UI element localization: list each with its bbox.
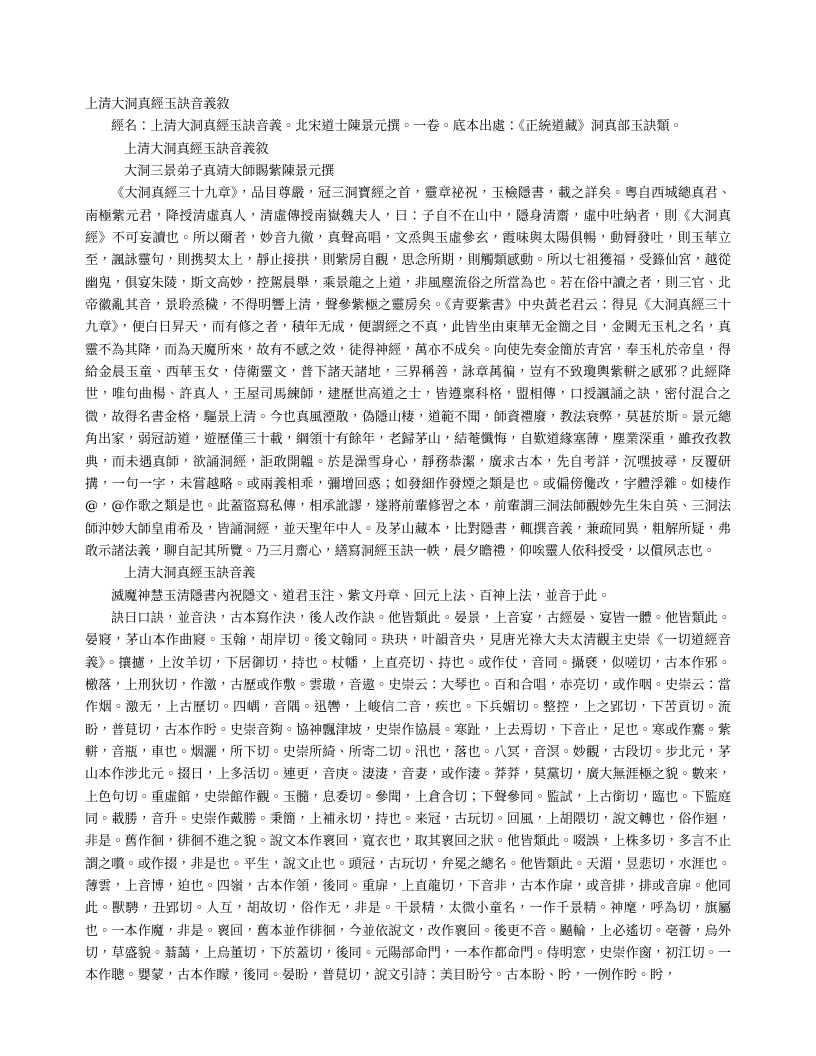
bibliographic-note: 經名：上清大洞真經玉訣音義。北宋道士陳景元撰。一卷。底本出處：《正統道藏》洞真部玉訣類。 xyxy=(111,119,683,135)
glossary-body: 訣曰口訣，並音決，古本寫作決，後人改作訣。他皆類此。晏景，上音宴，古經晏、宴皆一體。他皆類此。晏寢，茅山本作曲寢。玉翰，胡岸切。後文翰同。玦玦，叶韻音央，見唐光祿大夫太清觀主史崇《一切道經音義》。攘攄，上汝羊切，下居御切，持也。杖幡，上直亮切、持也。或作仗，音同。攝褎，似嗟切，古本作邪。檄落，上刑狄切，作激，古歷或作敷。雲璈，音遨。史崇云：大琴也。百和合唱，赤亮切，或作咽。史崇云：當作烟。激无，上古歷切。四嵎，音隅。迅轡，上峻信二音，疾也。下兵媚切。整控，上之郢切，下苦貢切。流盼，普莧切，古本作盻。史崇音夠。協神飄津坡，史崇作協晨。寒趾，上去焉切，下音止，足也。寒或作騫。紫軿，音瓶，車也。烟灑，所下切。史崇所綺、所寄二切。汛也，落也。八冥，音溟。妙觀，古段切。步北元，茅山本作涉北元。掇日，上多活切。連更，音庚。淒淒，音妻，或作淒。莽莽，莫黨切，廣大無涯極之貌。數来，上色句切。重虛館，史崇館作觀。玉髓，息委切。參聞，上倉含切；下聲參同。監試，上古銜切，臨也。下監庭同。載勝，音升。史崇作戴勝。秉簡，上補永切，持也。来冠，古玩切。回風，上胡隈切，說文轉也，俗作迴，非是。舊作徊，徘徊不進之貌。說文本作褱回，寬衣也，取其褱回之狀。他皆類此。啜誤，上株多切，多言不止謂之嚽。或作掇，非是也。平生，說文止也。頭冠，古玩切，弁冕之總名。他皆類此。天湄，昱悲切，水涯也。薄雲，上音博，迫也。四嶺，古本作領，後同。重扉，上直龍切，下音非，古本作扉，或音排，排或音扉。他同此。獸騁，丑郢切。人互，胡故切，俗作无，非是。干景精，太微小童名，一作千景精。神麾，呼為切，旗屬也。一本作魔，非是。褱回，舊本並作徘徊，今並依說文，改作褱回。後更不音。飇輪，上必遙切。亳薈，烏外切，草盛貌。蓊藹，上烏董切，下於蓋切，後同。元陽部命門，一本作都命門。侍明窓，史崇作窗，初江切。一本作聰。嬰蒙，古本作矇，後同。晏盼，普莧切，說文引詩：美目盼兮。古本盼、盻，一例作盻。盻， xyxy=(85,610,731,984)
document-text-column xyxy=(85,94,731,988)
section-heading: 上清大洞真經玉訣音義 xyxy=(124,566,256,582)
preface-body: 《大洞真經三十九章》，品目尊嚴，冠三洞寶經之首，靈章祕祝，玉檢隱書，載之詳矣。粵自西城總真君、南極紫元君，降授清虛真人，清虛傳授南嶽魏夫人，曰：子自不在山中，隱身清齋，虛中吐納者，則《大洞真經》不可妄讀也。所以爾者，妙音九徹，真聲高唱，文烝與玉虛參玄，霞味與太陽俱暢，動脣發吐，則玉華立至，諷詠靈句，則携契太上，靜止接拱，則紫房自觀，思念所期，則觸類感動。所以七祖獲福，受籙仙宮，越從幽鬼，俱宴朱陵，斯文高妙，控駕晨舉，乘景龍之上道，非風塵流俗之所當為也。若在俗中讀之者，則三官、北帝徽亂其音，景聆烝穢，不得明響上清，聲參紫極之靈房矣。《青要紫書》中央黃老君云：得見《大洞真經三十九章》，便白日昇天，而有修之者，積年无成，便謂經之不真，此皆坐由東華无金簡之目，金闕无玉札之名，真靈不為其降，而為天魔所來，故有不感之效，徒得神經，萬亦不成矣。向使先奏金簡於青宮，奉玉札於帝皇，得給金晨玉童、西華玉女，侍衛靈文，普下諸天諸地，三界稱善，詠章萬徧，豈有不致瓊輿紫軿之感邪？此經降世，唯句曲楊、許真人，王屋司馬練師，逮歷世高道之士，皆遵稟科格，盟相傳，口授諷誦之訣，密付混合之微，故得名書金格，驅景上清。今也真風湮散，偽隱山棲，道範不聞，師資禮廢，教法衰弊，莫甚於斯。景元總角出家，弱冠訪道，遊歷僅三十載，綱領十有餘年，老歸茅山，結菴懺悔，自歎道緣塞薄，塵業深重，雖孜孜教典，而未遇真師，欲誦洞經，詎敢開韞。於是澡雪身心，靜務恭潔，廣求古本，先自考詳，沉嘿披尋，反覆研搆，一句一字，未嘗越略。或兩義相乖，彌增回惑；如發細作發煙之類是也。或偏傍儳改，字體浮雜。如棲作@，@作歌之類是也。此蓋盜寫私傳，相承訛謬，遂將前輩修習之本，前輩謂三洞法師觀妙先生朱自英、三洞法師沖妙大師皇甫希及，皆誦洞經，並天聖年中人。及茅山藏本，比對隱書，輒撰音義，兼疏同異，粗解所疑，弗敢示諸法義，聊自記其所覽。乃三月齋心，繕寫洞經玉訣一帙，晨夕瞻禮，仰唉靈人依科授受，以償夙志也。 xyxy=(85,186,731,559)
doc-title-heading: 上清大洞真經玉訣音義敘 xyxy=(85,97,230,112)
scope-note: 滅魔神慧玉清隱書內祝隱文、道君玉注、紫文丹章、回元上法、百神上法，並音于此。 xyxy=(111,588,611,604)
author-attribution: 大洞三景弟子真靖大師賜紫陳景元撰 xyxy=(124,164,335,180)
preface-heading: 上清大洞真經玉訣音義敘 xyxy=(124,141,269,157)
